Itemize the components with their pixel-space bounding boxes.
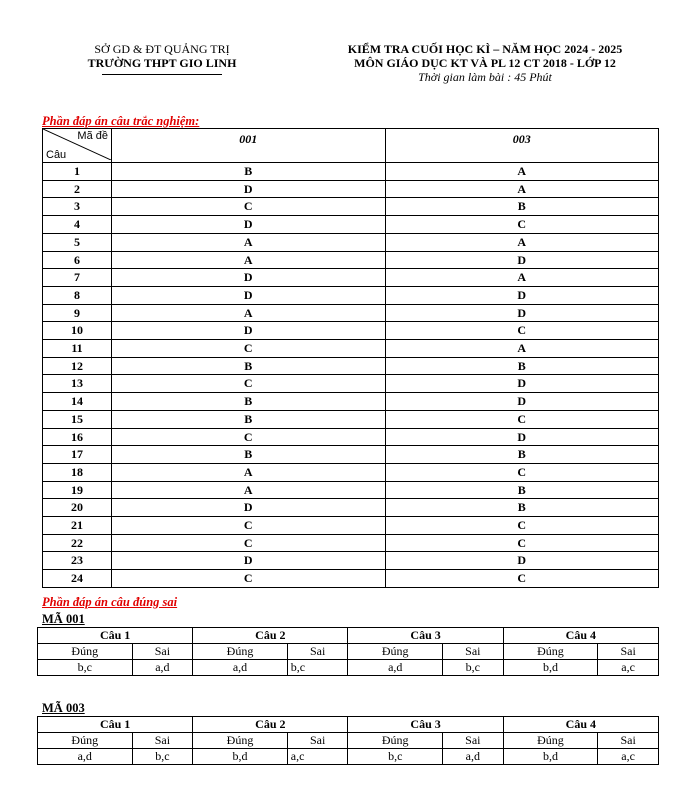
department-name: SỞ GD & ĐT QUẢNG TRỊ (94, 42, 230, 56)
answer-cell: D (112, 499, 386, 517)
true-answer: b,d (503, 660, 598, 676)
question-number: 3 (43, 198, 112, 216)
answer-cell: C (112, 340, 386, 358)
answer-cell: B (112, 410, 386, 428)
answer-cell: A (385, 233, 659, 251)
answer-cell: D (385, 251, 659, 269)
true-answer: b,c (38, 660, 133, 676)
question-number: 23 (43, 552, 112, 570)
tf-label-row (38, 733, 659, 749)
tf-label-row (38, 644, 659, 660)
false-label: Sai (132, 733, 193, 749)
mc-row (43, 570, 659, 588)
false-answer: b,c (132, 749, 193, 765)
question-number: 1 (43, 163, 112, 181)
question-number: 22 (43, 534, 112, 552)
question-number: 13 (43, 375, 112, 393)
true-label: Đúng (503, 733, 598, 749)
answer-cell: B (385, 481, 659, 499)
question-number: 8 (43, 286, 112, 304)
answer-cell: D (112, 269, 386, 287)
answer-cell: C (112, 428, 386, 446)
true-answer: a,d (38, 749, 133, 765)
answer-cell: C (112, 534, 386, 552)
mc-row (43, 216, 659, 234)
mc-row (43, 534, 659, 552)
false-label: Sai (287, 644, 348, 660)
tf-question-header: Câu 2 (193, 628, 348, 644)
school-name: TRƯỜNG THPT GIO LINH (87, 56, 237, 70)
tf-code-label: MÃ 001 (42, 612, 85, 626)
tf-answer-table (37, 627, 659, 676)
true-answer: b,c (348, 749, 443, 765)
question-number: 14 (43, 393, 112, 411)
question-number: 17 (43, 446, 112, 464)
header-right (300, 42, 670, 84)
answer-cell: D (385, 428, 659, 446)
exam-duration: Thời gian làm bài : 45 Phút (418, 70, 552, 84)
answer-cell: D (385, 286, 659, 304)
mc-row (43, 357, 659, 375)
mc-row (43, 269, 659, 287)
answer-cell: C (112, 517, 386, 535)
tf-question-header: Câu 2 (193, 717, 348, 733)
question-number: 18 (43, 463, 112, 481)
mc-row (43, 251, 659, 269)
true-answer: a,d (348, 660, 443, 676)
tf-question-row (38, 717, 659, 733)
exam-title: KIỂM TRA CUỐI HỌC KÌ – NĂM HỌC 2024 - 2025 (347, 42, 623, 56)
answer-cell: B (112, 357, 386, 375)
question-number: 21 (43, 517, 112, 535)
question-number: 12 (43, 357, 112, 375)
question-number: 15 (43, 410, 112, 428)
answer-cell: A (385, 180, 659, 198)
answer-cell: C (385, 216, 659, 234)
mc-row (43, 233, 659, 251)
answer-cell: D (385, 393, 659, 411)
mc-answer-table (42, 128, 659, 588)
true-label: Đúng (503, 644, 598, 660)
false-answer: a,d (442, 749, 503, 765)
mc-row (43, 286, 659, 304)
answer-cell: C (385, 410, 659, 428)
answer-cell: D (112, 216, 386, 234)
answer-cell: B (112, 446, 386, 464)
true-label: Đúng (193, 644, 288, 660)
tf-question-header: Câu 4 (503, 717, 658, 733)
mc-row (43, 446, 659, 464)
false-answer: b,c (287, 660, 348, 676)
question-number: 20 (43, 499, 112, 517)
mc-row (43, 552, 659, 570)
answer-cell: D (112, 552, 386, 570)
mc-row (43, 180, 659, 198)
false-label: Sai (287, 733, 348, 749)
answer-cell: D (385, 552, 659, 570)
mc-code-header: 001 (112, 129, 386, 163)
false-label: Sai (598, 733, 659, 749)
answer-cell: B (112, 163, 386, 181)
false-label: Sai (442, 644, 503, 660)
subject-title: MÔN GIÁO DỤC KT VÀ PL 12 CT 2018 - LỚP 12 (354, 56, 616, 70)
tf-question-row (38, 628, 659, 644)
question-number: 10 (43, 322, 112, 340)
mc-row (43, 375, 659, 393)
false-label: Sai (442, 733, 503, 749)
answer-cell: C (112, 198, 386, 216)
tf-question-header: Câu 3 (348, 717, 503, 733)
true-answer: b,d (193, 749, 288, 765)
answer-cell: A (112, 251, 386, 269)
tf-question-header: Câu 1 (38, 717, 193, 733)
answer-cell: D (385, 304, 659, 322)
false-label: Sai (598, 644, 659, 660)
false-answer: a,d (132, 660, 193, 676)
answer-cell: C (112, 570, 386, 588)
false-label: Sai (132, 644, 193, 660)
tf-question-header: Câu 3 (348, 628, 503, 644)
answer-cell: C (385, 534, 659, 552)
true-label: Đúng (38, 644, 133, 660)
answer-cell: C (385, 517, 659, 535)
tf-code-label: MÃ 003 (42, 701, 85, 715)
question-number: 11 (43, 340, 112, 358)
mc-row (43, 393, 659, 411)
answer-cell: D (112, 180, 386, 198)
answer-cell: C (112, 375, 386, 393)
false-answer: a,c (598, 660, 659, 676)
answer-cell: A (112, 304, 386, 322)
answer-cell: D (112, 286, 386, 304)
question-number: 19 (43, 481, 112, 499)
answer-cell: A (385, 340, 659, 358)
mc-row (43, 517, 659, 535)
mc-corner-cell (43, 129, 112, 163)
header-left (56, 42, 268, 75)
question-number: 5 (43, 233, 112, 251)
true-answer: a,d (193, 660, 288, 676)
question-number: 6 (43, 251, 112, 269)
answer-cell: C (385, 463, 659, 481)
answer-cell: B (385, 499, 659, 517)
true-answer: b,d (503, 749, 598, 765)
tf-question-header: Câu 4 (503, 628, 658, 644)
mc-row (43, 410, 659, 428)
answer-cell: B (385, 357, 659, 375)
answer-cell: B (385, 198, 659, 216)
false-answer: a,c (598, 749, 659, 765)
question-number: 2 (43, 180, 112, 198)
question-number: 4 (43, 216, 112, 234)
mc-row (43, 481, 659, 499)
mc-row (43, 163, 659, 181)
answer-cell: A (112, 233, 386, 251)
mc-row (43, 428, 659, 446)
answer-cell: A (385, 163, 659, 181)
tf-question-header: Câu 1 (38, 628, 193, 644)
tf-section-title: Phần đáp án câu đúng sai (42, 595, 178, 609)
true-label: Đúng (38, 733, 133, 749)
true-label: Đúng (348, 733, 443, 749)
true-label: Đúng (193, 733, 288, 749)
mc-section-title: Phần đáp án câu trắc nghiệm: (42, 114, 200, 128)
mc-row (43, 304, 659, 322)
answer-cell: D (385, 375, 659, 393)
mc-row (43, 322, 659, 340)
mc-header-row (43, 129, 659, 163)
false-answer: a,c (287, 749, 348, 765)
question-number: 7 (43, 269, 112, 287)
mc-row (43, 499, 659, 517)
answer-cell: A (112, 463, 386, 481)
true-label: Đúng (348, 644, 443, 660)
tf-answer-table (37, 716, 659, 765)
answer-cell: B (112, 393, 386, 411)
mc-row (43, 198, 659, 216)
tf-answer-row (38, 749, 659, 765)
mc-row (43, 463, 659, 481)
answer-cell: C (385, 322, 659, 340)
question-number: 16 (43, 428, 112, 446)
answer-cell: B (385, 446, 659, 464)
question-number: 24 (43, 570, 112, 588)
tf-answer-row (38, 660, 659, 676)
answer-cell: A (385, 269, 659, 287)
false-answer: b,c (442, 660, 503, 676)
answer-cell: D (112, 322, 386, 340)
header-divider (102, 74, 222, 75)
question-number: 9 (43, 304, 112, 322)
answer-cell: C (385, 570, 659, 588)
mc-code-header: 003 (385, 129, 659, 163)
corner-label-question: Câu (46, 149, 67, 161)
corner-label-code: Mã đề (77, 130, 108, 142)
answer-cell: A (112, 481, 386, 499)
mc-row (43, 340, 659, 358)
